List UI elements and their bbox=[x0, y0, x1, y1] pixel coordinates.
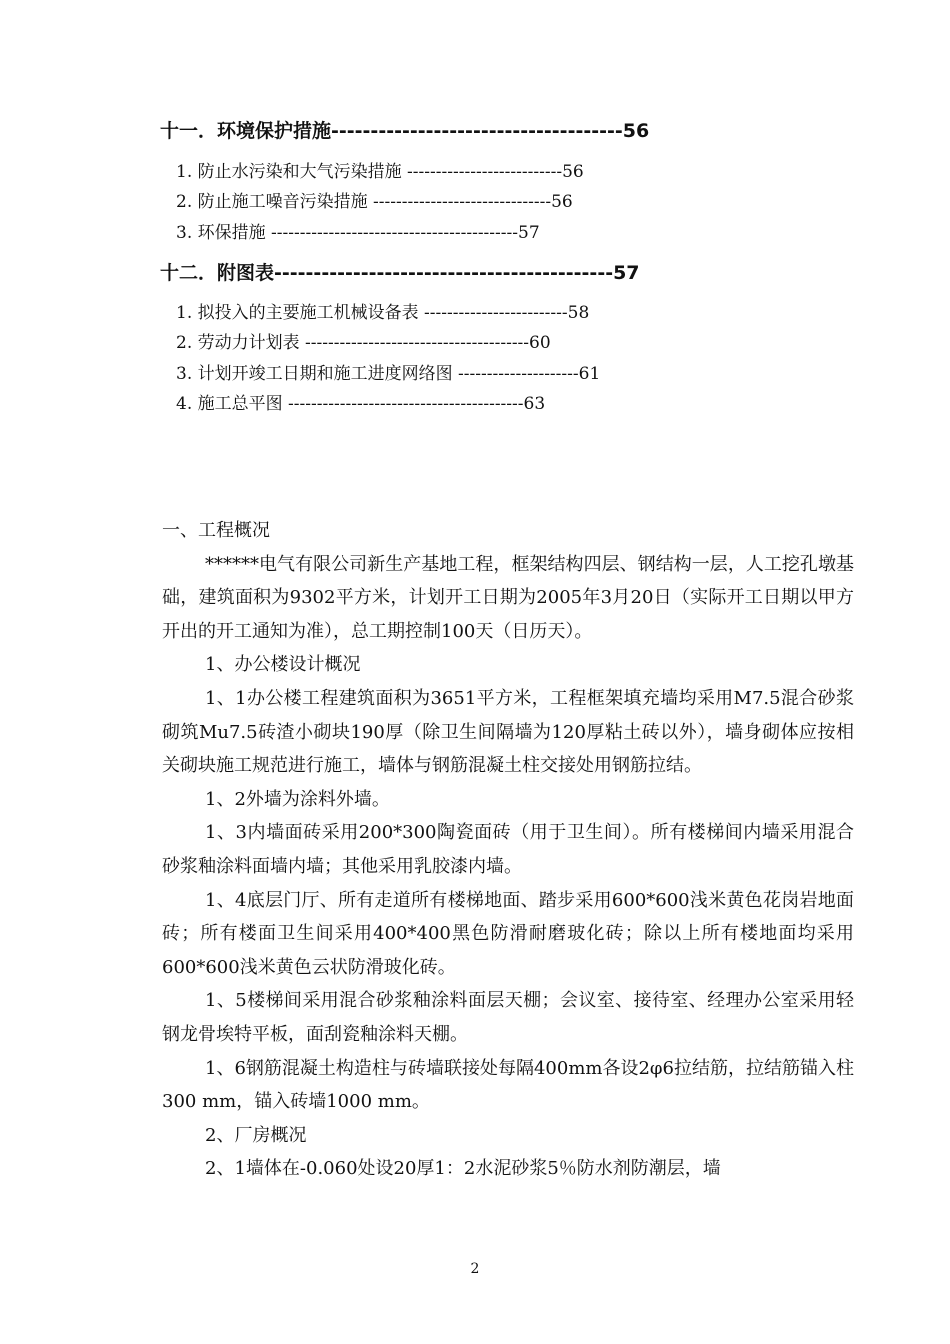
toc-chapter-11[interactable]: 十一．环境保护措施-------------------------------------56 bbox=[160, 120, 650, 142]
toc-item[interactable]: 3. 计划开竣工日期和施工进度网络图 ---------------------61 bbox=[176, 364, 601, 384]
paragraph: 1、3内墙面砖采用200*300陶瓷面砖（用于卫生间）。所有楼梯间内墙采用混合砂浆釉涂料面墙内墙；其他采用乳胶漆内墙。 bbox=[162, 822, 854, 877]
toc-item[interactable]: 1. 防止水污染和大气污染措施 ---------------------------56 bbox=[176, 162, 584, 182]
paragraph: 1、4底层门厅、所有走道所有楼梯地面、踏步采用600*600浅米黄色花岗岩地面砖；所有楼面卫生间采用400*400黑色防滑耐磨玻化砖；除以上所有楼地面均采用600*600浅米黄色云状防滑玻化砖。 bbox=[162, 889, 854, 978]
toc-item[interactable]: 4. 施工总平图 -----------------------------------------63 bbox=[176, 394, 546, 414]
body-text bbox=[162, 514, 854, 1186]
paragraph: 1、2外墙为涂料外墙。 bbox=[205, 788, 390, 810]
subsection-title: 1、办公楼设计概况 bbox=[205, 654, 361, 676]
toc-item[interactable]: 2. 劳动力计划表 ---------------------------------------60 bbox=[176, 333, 551, 353]
section-title: 一、工程概况 bbox=[162, 520, 270, 541]
paragraph: 1、6钢筋混凝土构造柱与砖墙联接处每隔400mm各设2φ6拉结筋，拉结筋锚入柱300 mm，锚入砖墙1000 mm。 bbox=[162, 1057, 854, 1113]
subsection-title: 2、厂房概况 bbox=[205, 1124, 307, 1146]
paragraph: 1、5楼梯间采用混合砂浆釉涂料面层天棚；会议室、接待室、经理办公室采用轻钢龙骨埃特平板，面刮瓷釉涂料天棚。 bbox=[162, 990, 854, 1045]
paragraph: 2、1墙体在-0.060处设20厚1：2水泥砂浆5％防水剂防潮层，墙 bbox=[205, 1158, 721, 1180]
toc-chapter-12[interactable]: 十二．附图表-------------------------------------------57 bbox=[160, 262, 640, 284]
page-number: 2 bbox=[470, 1261, 480, 1277]
toc-item[interactable]: 2. 防止施工噪音污染措施 -------------------------------56 bbox=[176, 192, 573, 212]
paragraph: 1、1办公楼工程建筑面积为3651平方米，工程框架填充墙均采用M7.5混合砂浆砌筑Mu7.5砖渣小砌块190厚（除卫生间隔墙为120厚粘土砖以外），墙身砌体应按相关砌块施工规范进行施工，墙体与钢筋混凝土柱交接处用钢筋拉结。 bbox=[162, 687, 854, 777]
toc-item[interactable]: 3. 环保措施 -------------------------------------------57 bbox=[176, 223, 540, 243]
paragraph: ******电气有限公司新生产基地工程，框架结构四层、钢结构一层，人工挖孔墩基础，建筑面积为9302平方米，计划开工日期为2005年3月20日（实际开工日期以甲方开出的开工通知为准），总工期控制100天（日历天）。 bbox=[162, 553, 854, 642]
toc-item[interactable]: 1. 拟投入的主要施工机械设备表 -------------------------58 bbox=[176, 303, 590, 323]
